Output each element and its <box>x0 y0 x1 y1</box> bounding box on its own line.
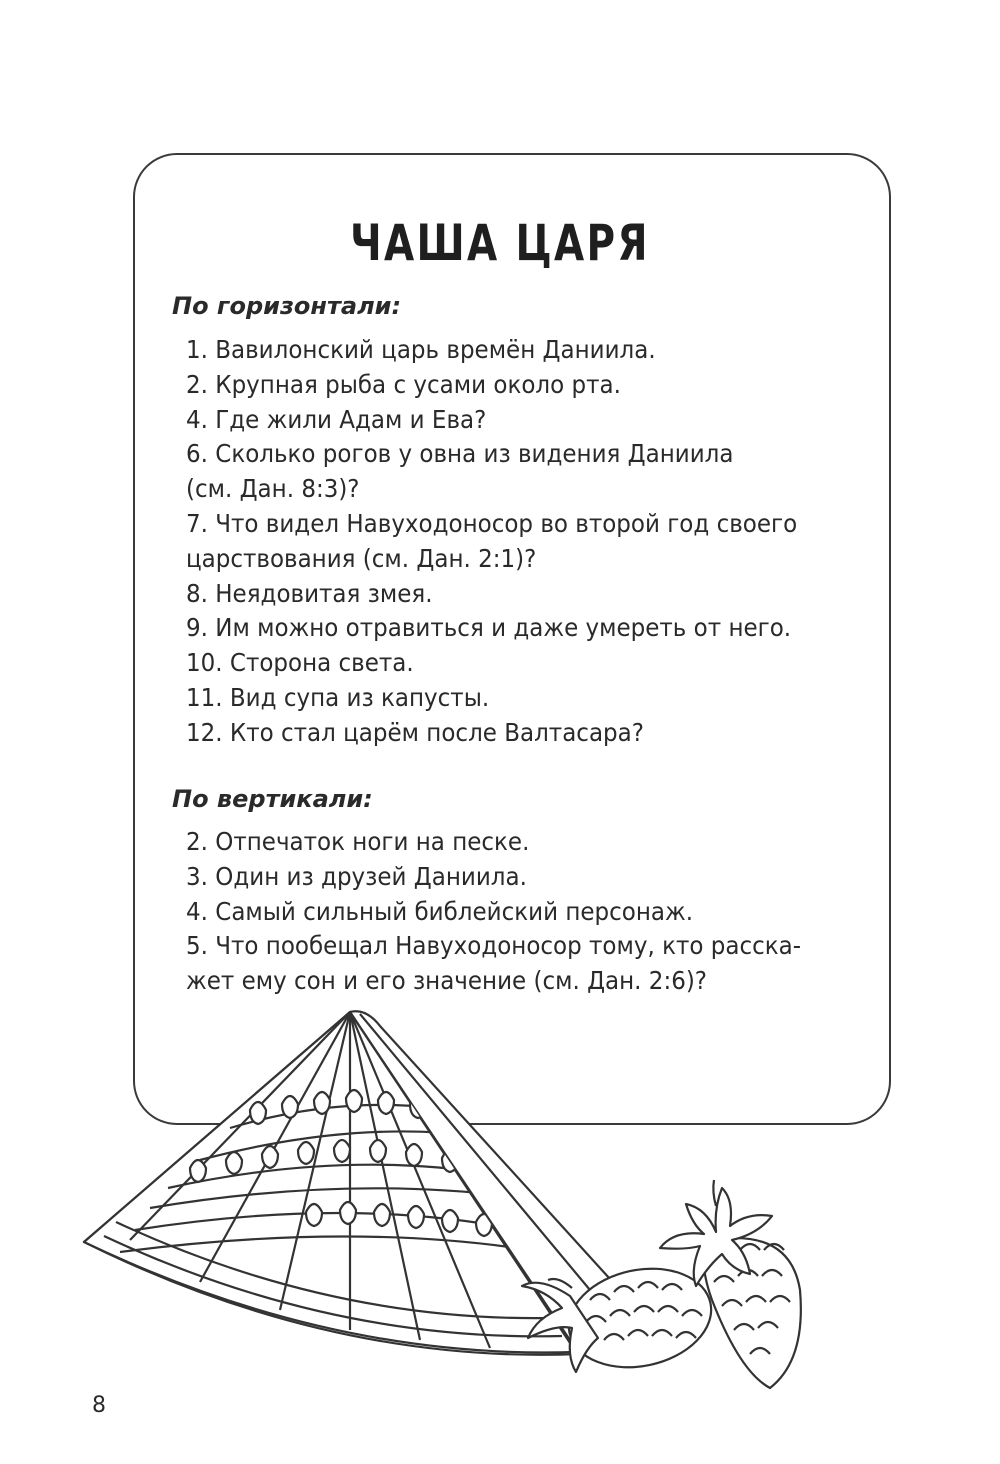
clue-line: царствования (см. Дан. 2:1)? <box>186 543 537 573</box>
page-title: ЧАША ЦАРЯ <box>350 214 650 272</box>
clue-line: 10. Сторона света. <box>186 648 414 678</box>
clue-line: 8. Неядовитая змея. <box>186 578 433 608</box>
page-number: 8 <box>92 1393 106 1418</box>
clue-line: (см. Дан. 8:3)? <box>186 474 360 504</box>
clue-line: жет ему сон и его значение (см. Дан. 2:6)? <box>186 966 708 996</box>
clue-line: 5. Что пообещал Навуходоносор тому, кто расска- <box>186 931 802 961</box>
across-heading: По горизонтали: <box>172 292 402 320</box>
strawberry-icon <box>522 1256 720 1380</box>
clue-line: 2. Отпечаток ноги на песке. <box>186 827 530 856</box>
clue-line: 3. Один из друзей Даниила. <box>186 861 527 891</box>
clue-line: 9. Им можно отравиться и даже умереть от него. <box>186 613 792 643</box>
strawberry-icon <box>660 1180 801 1388</box>
clue-line: 11. Вид супа из капусты. <box>186 682 490 712</box>
clue-line: 2. Крупная рыба с усами около рта. <box>186 369 621 399</box>
clue-line: 4. Где жили Адам и Ева? <box>186 404 487 434</box>
clue-line: 4. Самый сильный библейский персонаж. <box>186 896 694 926</box>
down-heading: По вертикали: <box>172 785 373 813</box>
down-clue-list <box>186 825 836 999</box>
clue-line: 1. Вавилонский царь времён Даниила. <box>186 335 656 364</box>
clue-line: 12. Кто стал царём после Валтасара? <box>186 717 644 747</box>
across-clue-list <box>186 333 836 751</box>
clue-line: 6. Сколько рогов у овна из видения Даниила <box>186 439 734 469</box>
clue-line: 7. Что видел Навуходоносор во второй год своего <box>186 508 798 538</box>
